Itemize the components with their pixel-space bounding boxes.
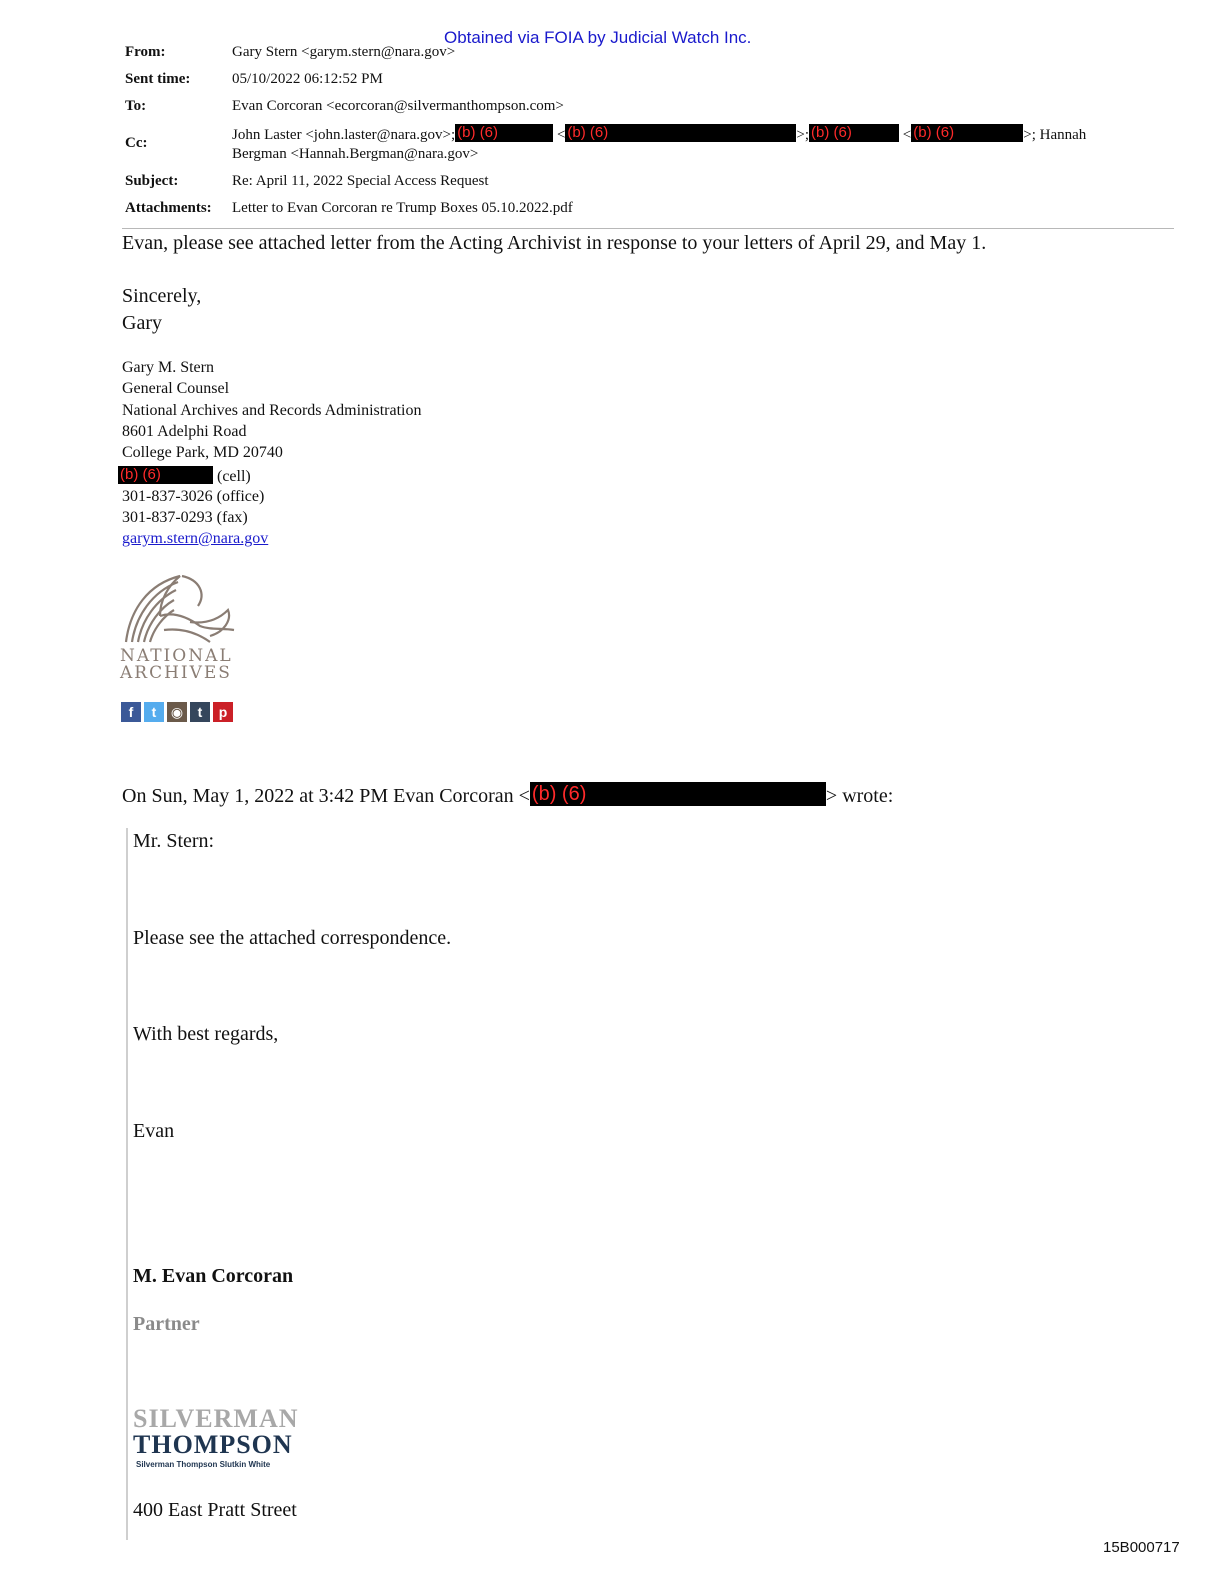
header-divider: [122, 228, 1174, 229]
cc-hannah: >; Hannah: [1023, 127, 1087, 143]
logo-thompson: THOMPSON: [133, 1430, 293, 1459]
cc-label: Cc:: [125, 135, 148, 151]
national-archives-logo-text: [120, 648, 233, 682]
quoted-line: Please see the attached correspondence.: [133, 927, 452, 949]
facebook-icon[interactable]: f: [121, 702, 141, 722]
body-name: Gary: [122, 312, 162, 334]
quoted-address: 400 East Pratt Street: [133, 1499, 297, 1521]
quoted-sig-name: M. Evan Corcoran: [133, 1265, 294, 1287]
quoted-intro: [122, 782, 893, 808]
quote-bar: [126, 828, 128, 1540]
sig-office: 301-837-3026 (office): [122, 488, 265, 505]
redaction-block: (b) (6): [911, 124, 1023, 142]
national-archives-logo: [120, 570, 240, 685]
sig-email-link[interactable]: garym.stern@nara.gov: [122, 530, 269, 547]
eagle-wave-icon: [120, 570, 240, 648]
sig-city: College Park, MD 20740: [122, 444, 283, 461]
sig-cell-label: (cell): [217, 468, 251, 485]
sent-value: 05/10/2022 06:12:52 PM: [232, 71, 383, 87]
sig-org: National Archives and Records Administration: [122, 402, 422, 419]
subject-label: Subject:: [125, 173, 179, 189]
quoted-intro-suffix: > wrote:: [825, 785, 894, 807]
sig-cell: [118, 466, 251, 486]
sig-name: Gary M. Stern: [122, 359, 214, 376]
cc-line-2: Bergman <Hannah.Bergman@nara.gov>: [232, 146, 479, 162]
quoted-salutation: Mr. Stern:: [133, 830, 215, 852]
sig-title: General Counsel: [122, 380, 230, 397]
logo-silverman: SILVERMAN: [133, 1404, 299, 1433]
body-intro: Evan, please see attached letter from the Acting Archivist in response to your letters of April 29, and May 1.: [122, 232, 987, 254]
tumblr-icon[interactable]: t: [190, 702, 210, 722]
pinterest-icon[interactable]: p: [213, 702, 233, 722]
cc-separator: >;: [796, 127, 810, 143]
body-closing: Sincerely,: [122, 285, 202, 307]
redaction-block: (b) (6): [809, 124, 899, 142]
quoted-sig-title: Partner: [133, 1313, 200, 1335]
subject-value: Re: April 11, 2022 Special Access Request: [232, 173, 489, 189]
logo-line-national: NATIONAL: [120, 646, 233, 666]
from-label: From:: [125, 44, 166, 60]
from-value: Gary Stern <garym.stern@nara.gov>: [232, 44, 456, 60]
redaction-block: (b) (6): [565, 124, 796, 142]
bates-number: 15B000717: [1103, 1539, 1180, 1556]
cc-line-1: [232, 124, 1086, 144]
quoted-regards: With best regards,: [133, 1023, 279, 1045]
redaction-block: (b) (6): [455, 124, 553, 142]
redaction-block: (b) (6): [118, 466, 213, 484]
social-icons: [121, 702, 233, 722]
to-value: Evan Corcoran <ecorcoran@silvermanthompson.com>: [232, 98, 564, 114]
cc-separator: <: [902, 127, 912, 143]
sig-street: 8601 Adelphi Road: [122, 423, 247, 440]
foia-watermark: Obtained via FOIA by Judicial Watch Inc.: [444, 28, 752, 47]
redaction-block: (b) (6): [530, 782, 826, 806]
attachment-file[interactable]: Letter to Evan Corcoran re Trump Boxes 05.10.2022.pdf: [232, 200, 573, 216]
logo-line-archives: ARCHIVES: [120, 663, 232, 683]
silverman-thompson-logo: [133, 1406, 299, 1469]
twitter-icon[interactable]: t: [144, 702, 164, 722]
logo-firm-name: Silverman Thompson Slutkin White: [136, 1460, 271, 1469]
quoted-intro-prefix: On Sun, May 1, 2022 at 3:42 PM Evan Corcoran <: [122, 785, 530, 807]
sent-label: Sent time:: [125, 71, 191, 87]
quoted-name: Evan: [133, 1120, 175, 1142]
to-label: To:: [125, 98, 147, 114]
instagram-icon[interactable]: ◉: [167, 702, 187, 722]
cc-john-laster: John Laster <john.laster@nara.gov>;: [232, 127, 456, 143]
sig-fax: 301-837-0293 (fax): [122, 509, 248, 526]
cc-separator: <: [556, 127, 566, 143]
attachments-label: Attachments:: [125, 200, 212, 216]
